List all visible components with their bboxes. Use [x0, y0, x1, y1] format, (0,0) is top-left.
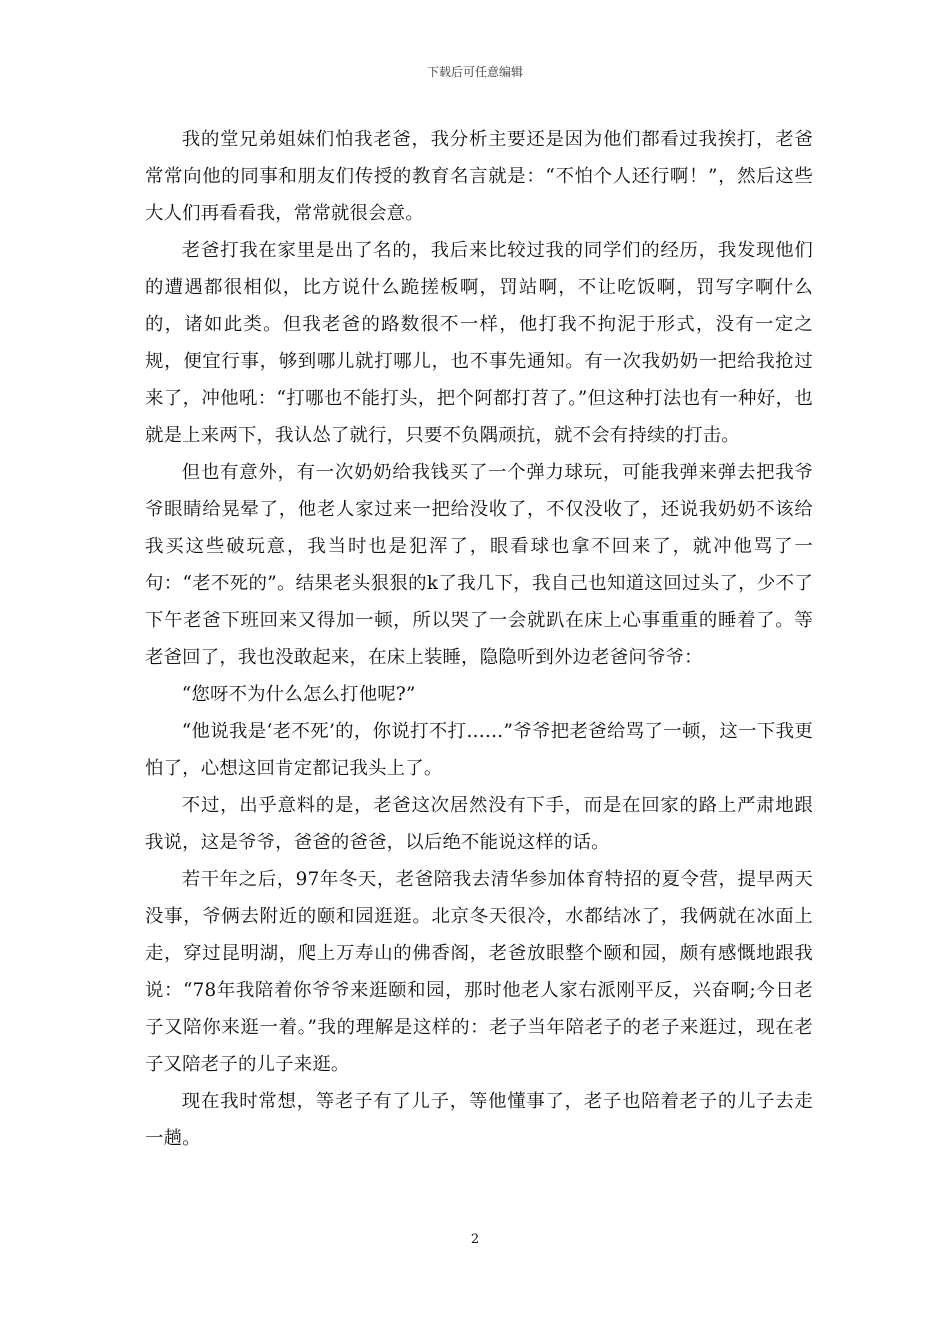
paragraph-6: 不过，出乎意料的是，老爸这次居然没有下手，而是在回家的路上严肃地跟我说，这是爷爷，爸爸的爸爸，以后绝不能说这样的话。: [145, 795, 813, 853]
paragraph-1: 我的堂兄弟姐妹们怕我老爸，我分析主要还是因为他们都看过我挨打，老爸常常向他的同事和朋友们传授的教育名言就是：“不怕个人还行啊！”，然后这些大人们再看看我，常常就很会意。: [145, 129, 813, 224]
paragraph-4: “您呀不为什么怎么打他呢?”: [181, 684, 416, 705]
page-header: 下载后可任意编辑: [426, 65, 523, 79]
paragraph-5: “他说我是‘老不死’的，你说打不打……”爷爷把老爸给骂了一顿，这一下我更怕了，心想这回肯定都记我头上了。: [145, 721, 813, 779]
page-number: 2: [470, 1232, 480, 1247]
paragraph-2: 老爸打我在家里是出了名的，我后来比较过我的同学们的经历，我发现他们的遭遇都很相似，比方说什么跪搓板啊，罚站啊，不让吃饭啊，罚写字啊什么的，诸如此类。但我老爸的路数很不一样，他打我不拘泥于形式，没有一定之规，便宜行事，够到哪儿就打哪儿，也不事先通知。有一次我奶奶一把给我抢过来了，冲他吼：“打哪也不能打头，把个阿都打苕了。”但这种打法也有一种好，也就是上来两下，我认怂了就行，只要不负隅顽抗，就不会有持续的打击。: [145, 240, 813, 446]
paragraph-3: 但也有意外，有一次奶奶给我钱买了一个弹力球玩，可能我弹来弹去把我爷爷眼睛给晃晕了，他老人家过来一把给没收了，不仅没收了，还说我奶奶不该给我买这些破玩意，我当时也是犯浑了，眼看球也拿不回来了，就冲他骂了一句：“老不死的”。结果老头狠狠的k了我几下，我自己也知道这回过头了，少不了下午老爸下班回来又得加一顿，所以哭了一会就趴在床上心事重重的睡着了。等老爸回了，我也没敢起来，在床上装睡，隐隐听到外边老爸问爷爷：: [145, 462, 813, 668]
paragraph-7: 若干年之后，97年冬天，老爸陪我去清华参加体育特招的夏令营，提早两天没事，爷俩去附近的颐和园逛逛。北京冬天很冷，水都结冰了，我俩就在冰面上走，穿过昆明湖，爬上万寿山的佛香阁，老爸放眼整个颐和园，颇有感慨地跟我说：“78年我陪着你爷爷来逛颐和园，那时他老人家右派刚平反，兴奋啊;今日老子又陪你来逛一着。”我的理解是这样的：老子当年陪老子的老子来逛过，现在老子又陪老子的儿子来逛。: [145, 869, 813, 1075]
paragraph-8: 现在我时常想，等老子有了儿子，等他懂事了，老子也陪着老子的儿子去走一趟。: [145, 1091, 813, 1149]
document-body: [145, 121, 813, 1157]
